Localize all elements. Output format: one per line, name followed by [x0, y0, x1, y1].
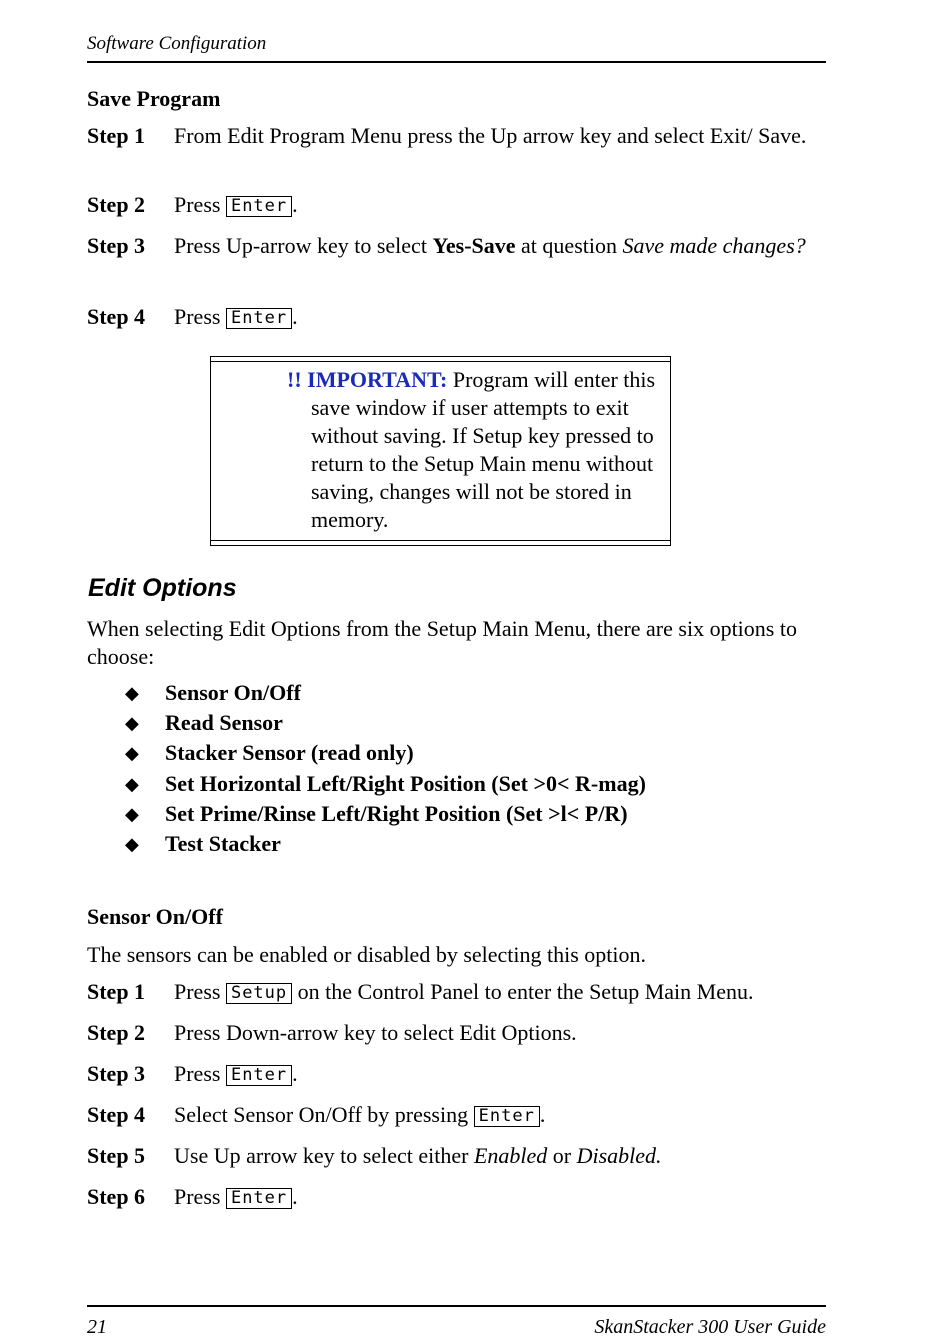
step-label: Step 4 [87, 1102, 146, 1127]
step-label: Step 1 [87, 979, 146, 1004]
enter-key: Enter [226, 196, 292, 217]
important-text: Program will enter this save window if user attempts to exit without saving. If Setup key pressed to return to the Setup Main menu without saving, changes will not be stored in memory. [311, 367, 656, 532]
step-text: Press [174, 304, 221, 329]
step-label: Step 6 [87, 1184, 146, 1209]
step-label: Step 2 [87, 192, 146, 217]
diamond-bullet-icon: ◆ [125, 683, 139, 703]
callout-top-border [210, 356, 671, 362]
list-item: ◆ Read Sensor [125, 708, 646, 738]
enter-key: Enter [226, 1065, 292, 1086]
enter-key: Enter [226, 1188, 292, 1209]
step-text: Select Sensor On/Off by pressing [174, 1102, 469, 1127]
document-page [87, 0, 826, 1339]
yes-save-option: Yes-Save [432, 233, 516, 258]
step-suffix: . [292, 192, 298, 217]
list-item: ◆ Set Horizontal Left/Right Position (Set >0< R-mag) [125, 769, 646, 799]
step-label: Step 3 [87, 1061, 146, 1086]
edit-options-heading: Edit Options [88, 574, 237, 602]
page-number: 21 [87, 1316, 107, 1338]
step-text: Press Up-arrow key to select [174, 233, 433, 258]
step-suffix: . [292, 304, 298, 329]
callout-bottom-border [210, 540, 671, 546]
sensor-intro: The sensors can be enabled or disabled by selecting this option. [87, 942, 647, 967]
step-text: Press [174, 192, 221, 217]
important-callout [210, 356, 671, 546]
save-program-heading: Save Program [87, 86, 221, 111]
step-label: Step 1 [87, 123, 146, 148]
step-text: Press [174, 1061, 221, 1086]
enter-key: Enter [474, 1106, 540, 1127]
diamond-bullet-icon: ◆ [125, 743, 139, 764]
step-text: Use Up arrow key to select either [174, 1143, 474, 1168]
step-text-mid: or [547, 1143, 577, 1168]
guide-title: SkanStacker 300 User Guide [594, 1316, 826, 1338]
step-text: Press [174, 979, 221, 1004]
diamond-bullet-icon: ◆ [125, 833, 139, 854]
diamond-bullet-icon: ◆ [125, 713, 139, 734]
step-suffix: . [292, 1184, 298, 1209]
list-item: ◆ Test Stacker [125, 829, 646, 859]
step-text: Press [174, 1184, 221, 1209]
disabled-option: Disabled. [576, 1143, 662, 1168]
step-label: Step 4 [87, 304, 146, 329]
list-item: ◆ Stacker Sensor (read only) [125, 738, 646, 768]
step-text: Press Down-arrow key to select Edit Options. [174, 1020, 577, 1045]
header-rule [87, 61, 826, 63]
enabled-option: Enabled [473, 1143, 548, 1168]
callout-body [287, 366, 661, 534]
footer-rule [87, 1305, 826, 1307]
diamond-bullet-icon: ◆ [125, 773, 139, 794]
step-suffix: . [539, 1102, 546, 1127]
diamond-bullet-icon: ◆ [125, 803, 139, 824]
list-item: ◆ Set Prime/Rinse Left/Right Position (Set >l< P/R) [125, 799, 646, 829]
running-header: Software Configuration [87, 33, 267, 54]
step-text: From Edit Program Menu press the Up arrow key and select Exit/ Save. [174, 123, 807, 148]
step-suffix: . [292, 1061, 298, 1086]
step-label: Step 2 [87, 1020, 146, 1045]
enter-key: Enter [226, 308, 292, 329]
sensor-heading: Sensor On/Off [87, 904, 223, 929]
setup-key: Setup [226, 983, 292, 1004]
important-label: !! IMPORTANT: [287, 367, 448, 392]
step-suffix: on the Control Panel to enter the Setup Main Menu. [292, 979, 754, 1004]
edit-options-intro: When selecting Edit Options from the Setup Main Menu, there are six options to choose: [87, 616, 797, 669]
step-label: Step 5 [87, 1143, 146, 1168]
edit-options-list [125, 678, 646, 859]
list-item: ◆ Sensor On/Off [125, 678, 646, 708]
step-text-mid: at question [515, 233, 623, 258]
step-label: Step 3 [87, 233, 146, 258]
save-question: Save made changes? [622, 233, 806, 258]
